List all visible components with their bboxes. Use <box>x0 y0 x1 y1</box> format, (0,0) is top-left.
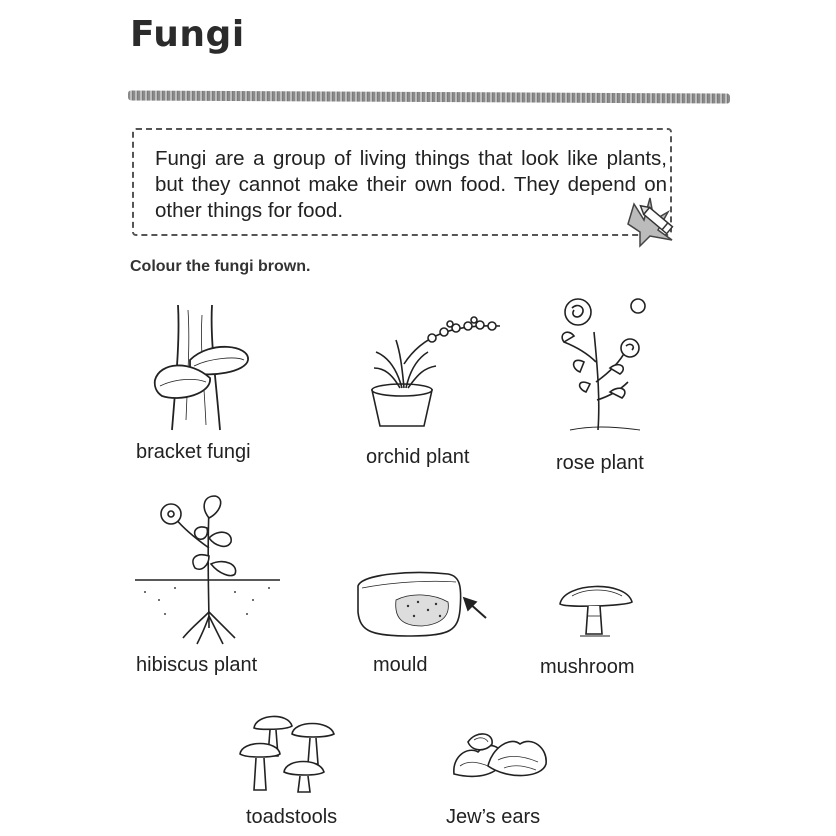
mould-icon <box>352 566 492 641</box>
title-divider <box>128 90 730 103</box>
item-label-rose-plant: rose plant <box>556 452 644 474</box>
jews-ears-icon <box>448 726 554 786</box>
mushroom-icon <box>556 576 636 641</box>
instruction-text: Colour the fungi brown. <box>130 258 311 275</box>
item-label-bracket-fungi: bracket fungi <box>136 441 251 463</box>
hibiscus-plant-icon <box>135 488 280 648</box>
item-label-orchid-plant: orchid plant <box>366 446 470 468</box>
info-text: Fungi are a group of living things that look like plants, but they cannot make their own food. They depend on other things for food. <box>155 147 667 222</box>
toadstools-icon <box>236 710 346 795</box>
bracket-fungi-icon <box>150 300 260 435</box>
item-label-mushroom: mushroom <box>540 656 635 678</box>
item-label-jews-ears: Jew’s ears <box>446 806 541 828</box>
pencil-icon <box>620 190 680 250</box>
page-title: Fungi <box>130 14 245 55</box>
item-label-mould: mould <box>373 654 428 676</box>
item-label-toadstools: toadstools <box>246 806 338 828</box>
orchid-plant-icon <box>362 316 507 436</box>
rose-plant-icon <box>550 292 660 437</box>
item-label-hibiscus-plant: hibiscus plant <box>136 654 258 676</box>
